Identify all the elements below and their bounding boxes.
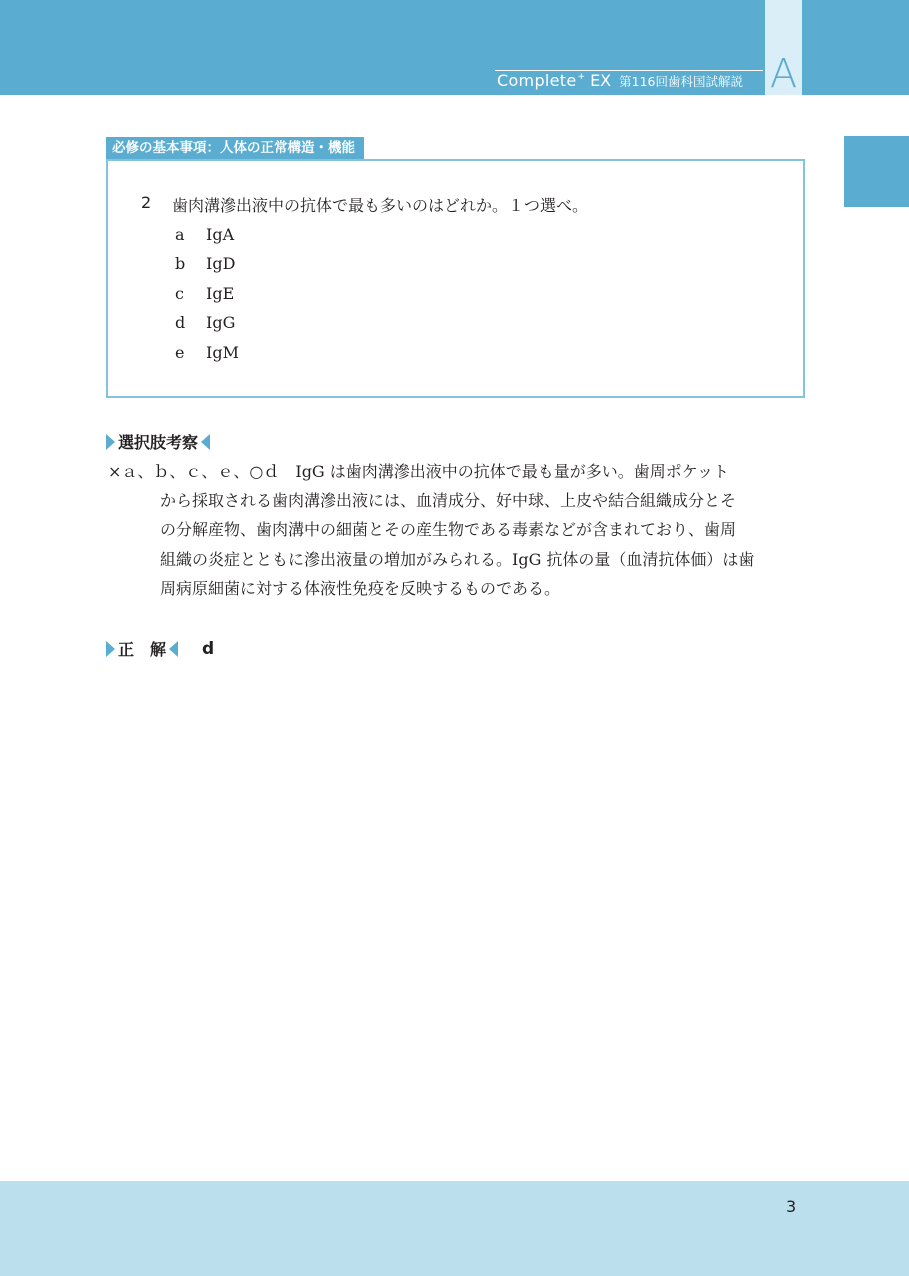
question-number: 2 [141,193,152,212]
brand-suffix: EX [590,71,612,90]
option-text: IgD [206,254,236,273]
option-b [175,254,235,273]
bracket-left-icon [106,641,115,657]
brand-superscript: + [577,72,586,82]
answer-heading [106,637,214,660]
option-text: IgM [206,343,239,362]
question-text: 歯肉溝滲出液中の抗体で最も多いのはどれか。１つ選べ。 [172,196,589,215]
option-d [175,313,235,332]
option-c [175,284,234,303]
explanation-heading-text: 選択肢考察 [118,433,199,452]
footer-band [0,1181,909,1276]
section-letter: A [769,51,798,97]
category-label: 必修の基本事項：人体の正常構造・機能 [106,137,364,159]
explanation-line: 周病原細菌に対する体液性免疫を反映するものである。 [160,579,561,598]
option-text: IgA [206,225,235,244]
option-letter: b [175,254,186,273]
header-title [497,71,743,93]
bracket-left-icon [106,434,115,450]
option-letter: c [175,284,184,303]
explanation-heading [106,430,210,453]
explanation-line: ×ａ、ｂ、ｃ、ｅ、○ｄ IgG は歯肉溝滲出液中の抗体で最も量が多い。歯周ポケット [108,462,729,481]
option-text: IgE [206,284,235,303]
explanation-line: の分解産物、歯肉溝中の細菌とその産生物である毒素などが含まれており、歯周 [160,520,737,539]
explanation-line: から採取される歯肉溝滲出液には、血清成分、好中球、上皮や結合組織成分とそ [160,491,737,510]
page-number: 3 [786,1197,797,1216]
bracket-right-icon [169,641,178,657]
bracket-right-icon [201,434,210,450]
option-letter: a [175,225,185,244]
option-a [175,225,234,244]
side-index-tab [844,136,909,207]
option-letter: e [175,343,185,362]
option-e [175,343,239,362]
explanation-line: 組織の炎症とともに滲出液量の増加がみられる。IgG 抗体の量（血清抗体価）は歯 [160,550,755,569]
exam-title: 第116回歯科国試解説 [619,74,743,89]
option-letter: d [175,313,186,332]
answer-value: d [202,638,215,659]
option-text: IgG [206,313,236,332]
brand-name: Complete [497,71,577,90]
answer-heading-text: 正 解 [118,640,167,659]
